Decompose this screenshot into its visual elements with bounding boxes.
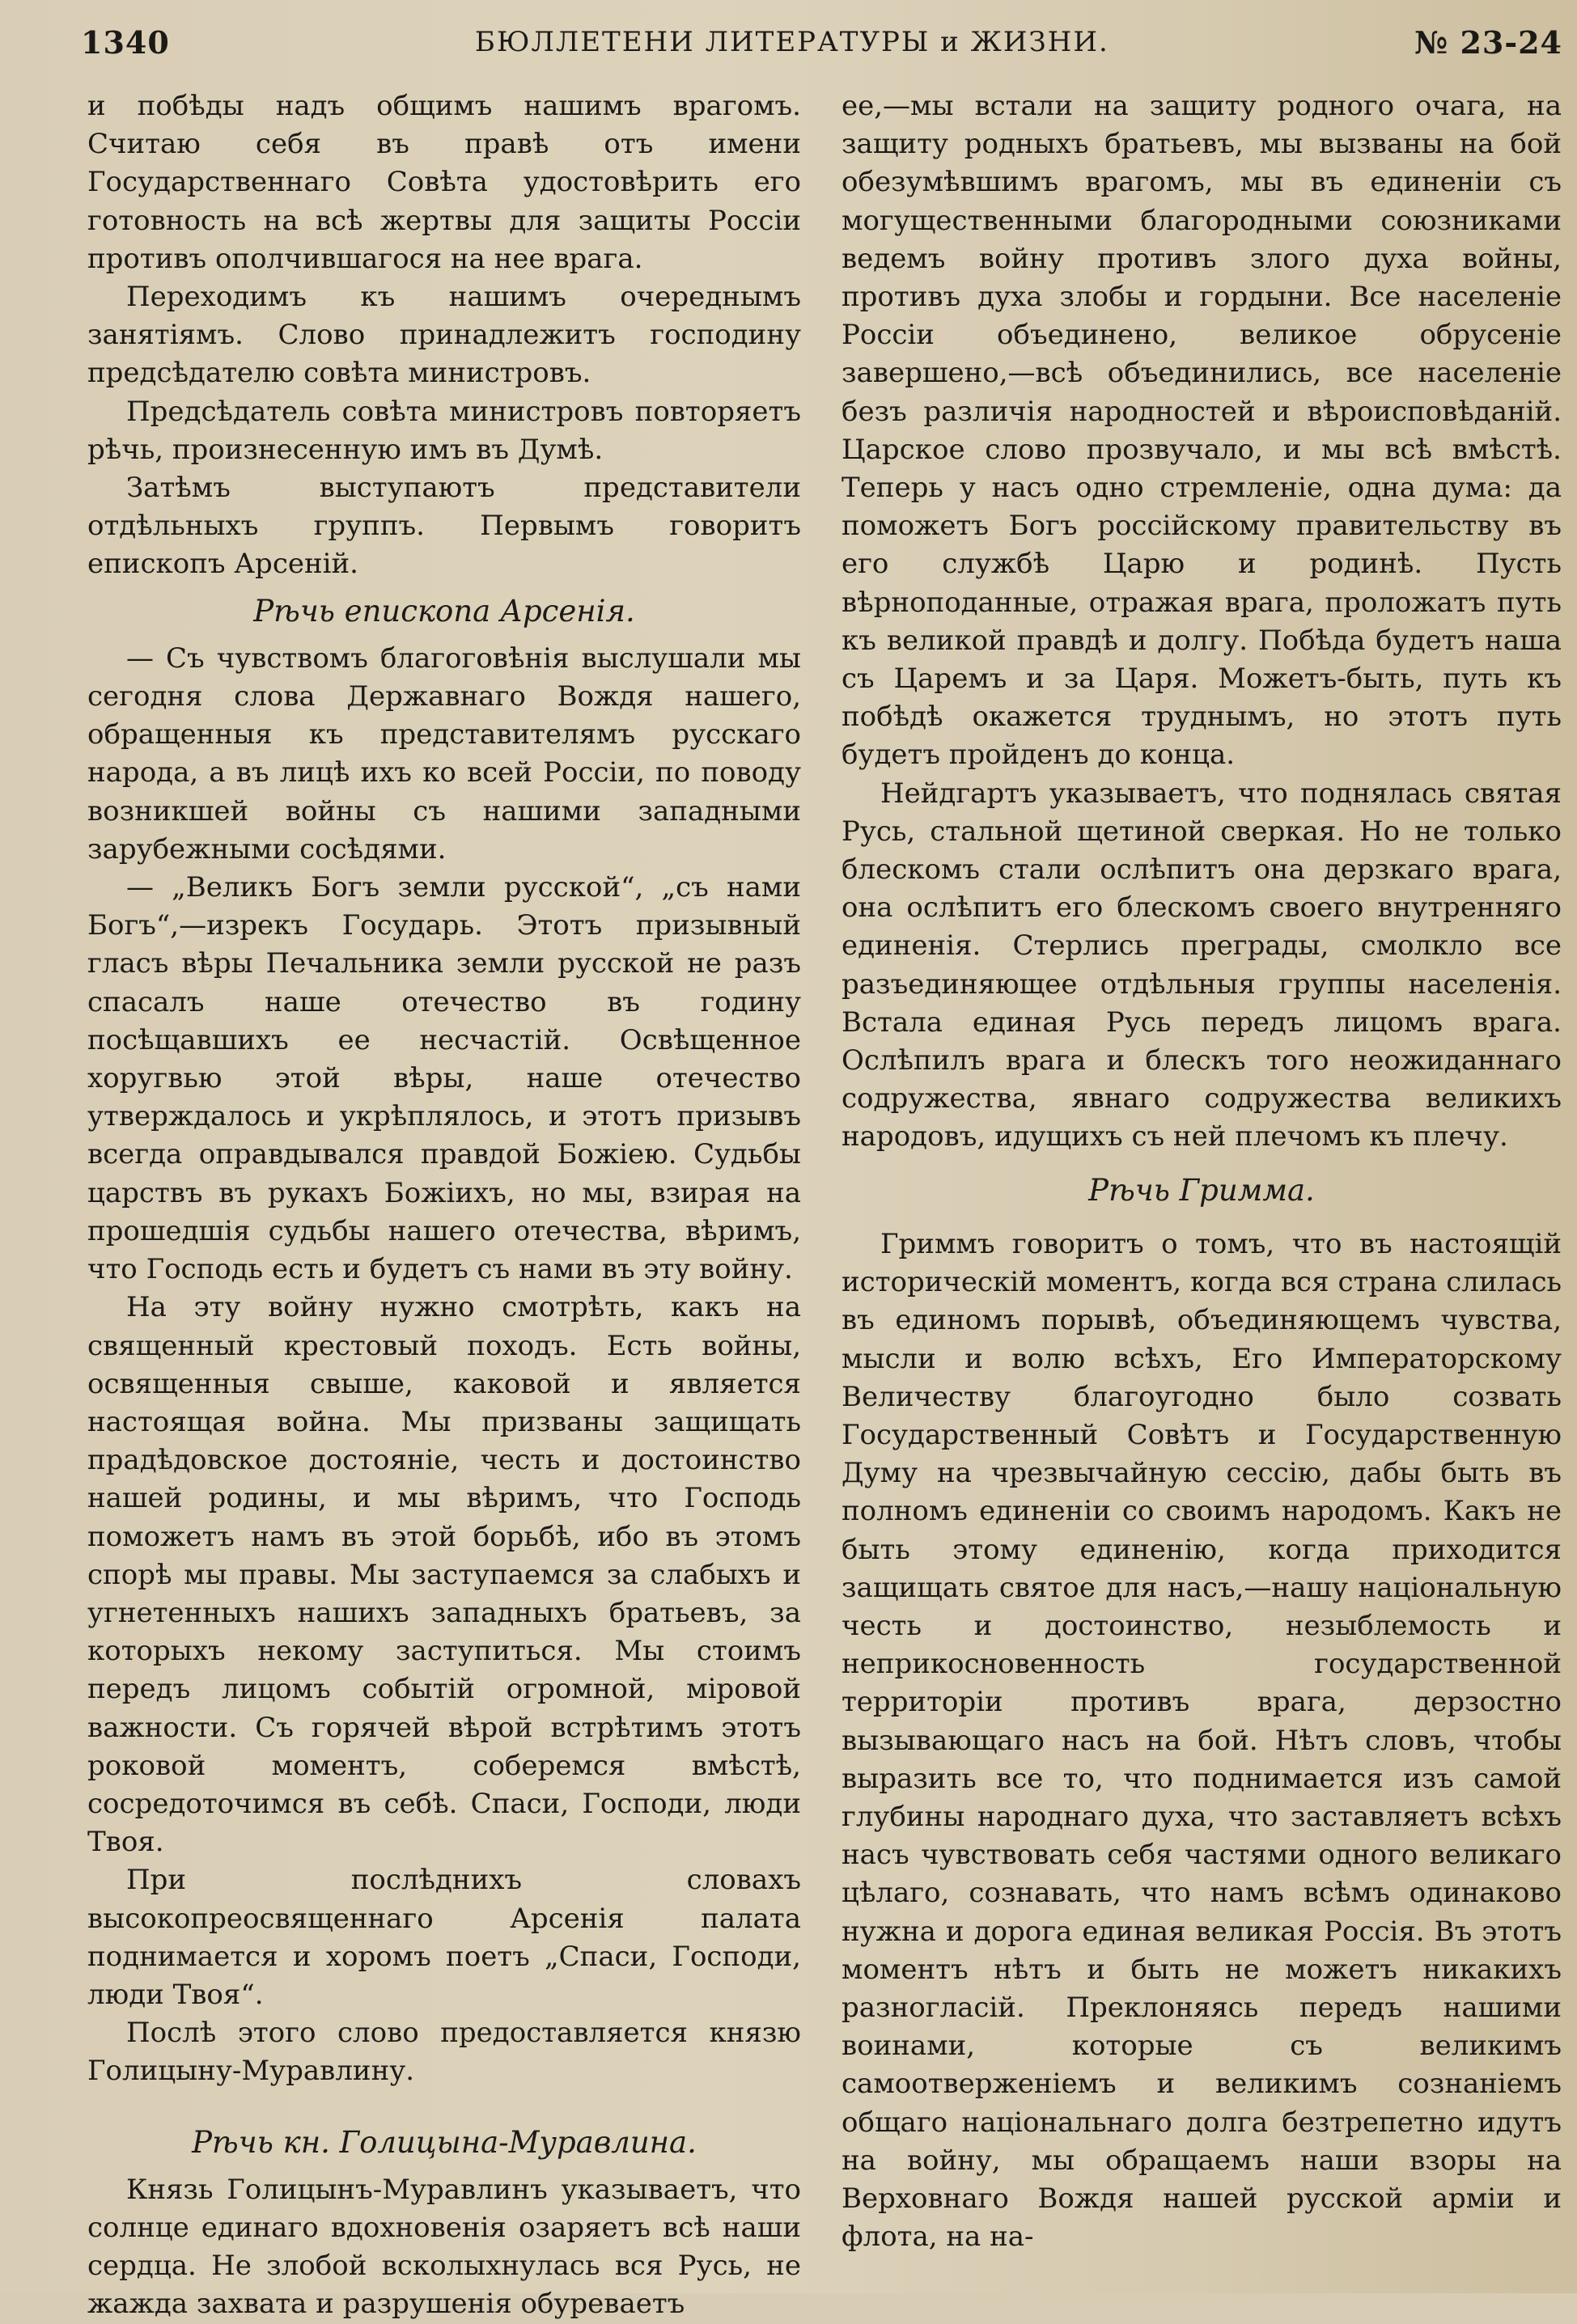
paragraph: Предсѣдатель совѣта министровъ повторяетъ рѣчь, произнесенную имъ въ Думѣ. [87, 395, 801, 466]
left-column [87, 87, 801, 2324]
paragraph: Затѣмъ выступаютъ представители отдѣльныхъ группъ. Первымъ говоритъ епископъ Арсеній. [87, 472, 801, 581]
issue-number: № 23-24 [1414, 23, 1562, 61]
paragraph: Переходимъ къ нашимъ очереднымъ занятіямъ. Слово принадлежитъ господину предсѣдателю совѣта министровъ. [87, 281, 801, 390]
paragraph: и побѣды надъ общимъ нашимъ врагомъ. Считаю себя въ правѣ отъ имени Государственнаго Совѣта удостовѣрить его готовность на всѣ жертвы для защиты Россіи противъ ополчившагося на нее врага. [87, 90, 801, 275]
paragraph: ее,—мы встали на защиту родного очага, на защиту родныхъ братьевъ, мы вызваны на бой обезумѣвшимъ врагомъ, мы въ единеніи съ могущественными благородными союзниками ведемъ войну противъ злого духа войны, противъ духа злобы и гордыни. Все населеніе Россіи объединено, великое обрусеніе завершено,—всѣ объединились, все населеніе безъ различія народностей и вѣроисповѣданій. Царское слово прозвучало, и мы всѣ вмѣстѣ. Теперь у насъ одно стремленіе, одна дума: да поможетъ Богъ россійскому правительству въ его службѣ Царю и родинѣ. Пусть вѣрноподанные, отражая врага, проложатъ путь къ великой правдѣ и долгу. Побѣда будетъ наша съ Царемъ и за Царя. Можетъ-быть, путь къ побѣдѣ окажется труднымъ, но этотъ путь будетъ пройденъ до конца. [841, 90, 1562, 772]
paragraph: Князь Голицынъ-Муравлинъ указываетъ, что солнце единаго вдохновенія озаряетъ всѣ наши сердца. Не злобой всколыхнулась вся Русь, не жажда захвата и разрушенія обуреваетъ [87, 2173, 801, 2321]
paragraph: На эту войну нужно смотрѣть, какъ на священный крестовый походъ. Есть войны, освященныя свыше, каковой и является настоящая война. Мы призваны защищать прадѣдовское достояніе, честь и достоинство нашей родины, и мы вѣримъ, что Господь поможетъ намъ въ этой борьбѣ, ибо въ этомъ спорѣ мы правы. Мы заступаемся за слабыхъ и угнетенныхъ нашихъ западныхъ братьевъ, за которыхъ некому заступиться. Мы стоимъ передъ лицомъ событій огромной, міровой важности. Съ горячей вѣрой встрѣтимъ этотъ роковой моментъ, соберемся вмѣстѣ, сосредоточимся въ себѣ. Спаси, Господи, люди Твоя. [87, 1291, 801, 1859]
section-heading: Рѣчь Гримма. [1088, 1172, 1315, 1208]
right-column [841, 87, 1562, 2256]
journal-title: БЮЛЛЕТЕНИ ЛИТЕРАТУРЫ и ЖИЗНИ. [474, 26, 1109, 58]
section-heading: Рѣчь кн. Голицына-Муравлина. [192, 2124, 697, 2160]
page-header [81, 18, 1562, 66]
paragraph: — „Великъ Богъ земли русской“, „съ нами Богъ“,—изрекъ Государь. Этотъ призывный гласъ вѣры Печальника земли русской не разъ спасалъ наше отечество въ годину посѣщавшихъ ее несчастій. Освѣщенное хоругвью этой вѣры, наше отечество утверждалось и укрѣплялось, и этотъ призывъ всегда оправдывался правдой Божіею. Судьбы царствъ въ рукахъ Божіихъ, но мы, взирая на прошедшія судьбы нашего отечества, вѣримъ, что Господь есть и будетъ съ нами въ эту войну. [87, 871, 801, 1286]
paragraph: Нейдгартъ указываетъ, что поднялась святая Русь, стальной щетиной сверкая. Но не только блескомъ стали ослѣпитъ она дерзкаго врага, она ослѣпитъ его блескомъ своего внутренняго единенія. Стерлись преграды, смолкло все разъединяющее отдѣльныя группы населенія. Встала единая Русь передъ лицомъ врага. Ослѣпилъ врага и блескъ того неожиданнаго содружества, явнаго содружества великихъ народовъ, идущихъ съ ней плечомъ къ плечу. [841, 777, 1562, 1154]
paragraph: Послѣ этого слово предоставляется князю Голицыну-Муравлину. [87, 2017, 801, 2088]
paragraph: Гриммъ говоритъ о томъ, что въ настоящій историческій моментъ, когда вся страна слилась въ единомъ порывѣ, объединяющемъ чувства, мысли и волю всѣхъ, Его Императорскому Величеству благоугодно было созвать Государственный Совѣтъ и Государственную Думу на чрезвычайную сессію, дабы быть въ полномъ единеніи со своимъ народомъ. Какъ не быть этому единенію, когда приходится защищать святое для насъ,—нашу національную честь и достоинство, незыблемость и неприкосновенность государственной территоріи противъ врага, дерзостно вызывающаго насъ на бой. Нѣтъ словъ, чтобы выразить все то, что поднимается изъ самой глубины народнаго духа, что заставляетъ всѣхъ насъ чувствовать себя частями одного великаго цѣлаго, сознавать, что намъ всѣмъ одинаково нужна и дорога единая великая Россія. Въ этотъ моментъ нѣтъ и быть не можетъ никакихъ разногласій. Преклоняясь передъ нашими воинами, которые съ великимъ самоотверженіемъ и великимъ сознаніемъ общаго національнаго долга безтрепетно идутъ на войну, мы обращаемъ наши взоры на Верховнаго Вождя нашей русской арміи и флота, на на- [841, 1227, 1562, 2254]
paragraph: При послѣднихъ словахъ высокопреосвященнаго Арсенія палата поднимается и хоромъ поетъ „Спаси, Господи, люди Твоя“. [87, 1864, 801, 2011]
paragraph: — Съ чувствомъ благоговѣнія выслушали мы сегодня слова Державнаго Вождя нашего, обращенныя къ представителямъ русскаго народа, а въ лицѣ ихъ ко всей Россіи, по поводу возникшей войны съ нашими западными зарубежными сосѣдями. [87, 641, 801, 866]
section-heading: Рѣчь епископа Арсенія. [253, 593, 635, 629]
page-number: 1340 [81, 23, 170, 61]
